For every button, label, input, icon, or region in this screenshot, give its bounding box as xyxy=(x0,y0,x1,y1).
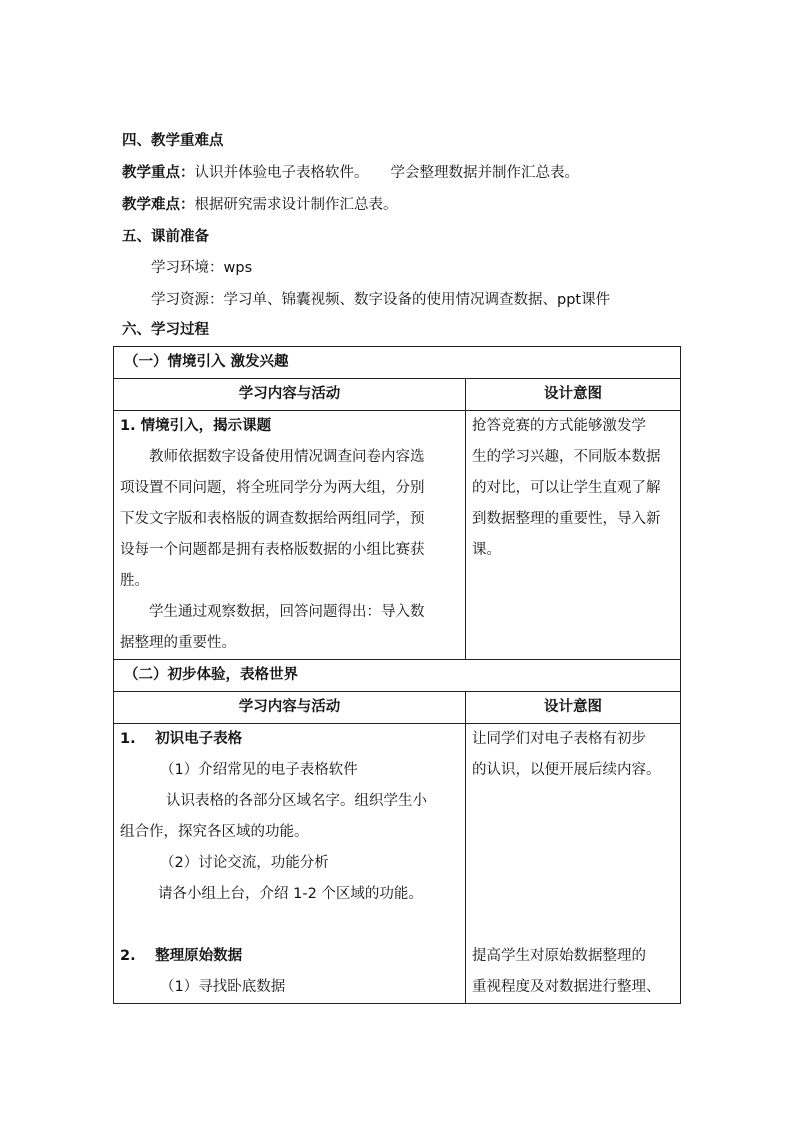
learning-resources: 学习资源：学习单、锦囊视频、数字设备的使用情况调查数据、ppt课件 xyxy=(151,292,611,308)
part1-header-activity: 学习内容与活动 xyxy=(114,379,466,411)
key-points-text1: 认识并体验电子表格软件。 xyxy=(194,165,369,181)
key-points-text2: 学会整理数据并制作汇总表。 xyxy=(390,165,579,181)
part1-para1-line: 胜。 xyxy=(120,573,149,589)
part2-intent2-line: 提高学生对原始数据整理的 xyxy=(472,948,646,964)
part1-para1-line: 教师依据数字设备使用情况调查问卷内容选 xyxy=(120,449,425,465)
part2-item2-sub1: （1）寻找卧底数据 xyxy=(160,979,286,995)
part1-activity-cell xyxy=(114,411,466,660)
part2-sub1-title: （1）介绍常见的电子表格软件 xyxy=(160,762,358,778)
part2-sub1-text-line: 组合作，探究各区域的功能。 xyxy=(120,824,309,840)
part1-para1-line: 下发文字版和表格版的调查数据给两组同学，预 xyxy=(120,511,425,527)
difficult-points-text: 根据研究需求设计制作汇总表。 xyxy=(194,197,398,213)
part2-activity-cell xyxy=(114,724,466,1004)
difficult-points-label: 教学难点： xyxy=(122,197,195,213)
part1-para2-line: 学生通过观察数据，回答问题得出：导入数 xyxy=(120,604,425,620)
section4-heading: 四、教学重难点 xyxy=(122,133,224,149)
part1-intent-line: 抢答竞赛的方式能够激发学 xyxy=(472,418,646,434)
part2-header-intent: 设计意图 xyxy=(466,692,681,724)
part1-intent-line: 到数据整理的重要性，导入新 xyxy=(472,511,661,527)
part1-para2-line: 据整理的重要性。 xyxy=(120,635,236,651)
key-points-line xyxy=(122,163,579,183)
part2-header-activity: 学习内容与活动 xyxy=(114,692,466,724)
part2-intent2-line: 重视程度及对数据进行整理、 xyxy=(472,979,661,995)
section6-heading: 六、学习过程 xyxy=(122,322,209,338)
part2-sub2-title: （2）讨论交流，功能分析 xyxy=(160,855,329,871)
part1-header-intent: 设计意图 xyxy=(466,379,681,411)
section5-heading: 五、课前准备 xyxy=(122,229,209,245)
part1-intent-line: 的对比，可以让学生直观了解 xyxy=(472,480,661,496)
part2-sub1-text-line: 认识表格的各部分区域名字。组织学生小 xyxy=(166,793,427,809)
difficult-points-line xyxy=(122,195,398,215)
part2-intent1-line: 的认识，以便开展后续内容。 xyxy=(472,762,661,778)
part2-intent-cell xyxy=(466,724,681,1004)
part2-sub2-text: 请各小组上台，介绍 1-2 个区域的功能。 xyxy=(158,886,423,902)
part1-item-title: 1. 情境引入，揭示课题 xyxy=(120,418,272,434)
part1-intent-line: 生的学习兴趣，不同版本数据 xyxy=(472,449,661,465)
part1-intent-cell xyxy=(466,411,681,660)
part2-item1-title: 1. 初识电子表格 xyxy=(120,731,243,747)
part2-item2-title: 2. 整理原始数据 xyxy=(120,948,243,964)
learning-environment: 学习环境：wps xyxy=(151,260,253,276)
part1-para1-line: 项设置不同问题，将全班同学分为两大组，分别 xyxy=(120,480,425,496)
key-points-label: 教学重点： xyxy=(122,165,195,181)
part2-banner: （二）初步体验，表格世界 xyxy=(114,660,681,692)
learning-process-table xyxy=(113,346,681,1004)
part1-para1-line: 设每一个问题都是拥有表格版数据的小组比赛获 xyxy=(120,542,425,558)
part1-banner: （一）情境引入 激发兴趣 xyxy=(114,347,681,379)
part1-intent-line: 课。 xyxy=(472,542,501,558)
part2-intent1-line: 让同学们对电子表格有初步 xyxy=(472,731,646,747)
